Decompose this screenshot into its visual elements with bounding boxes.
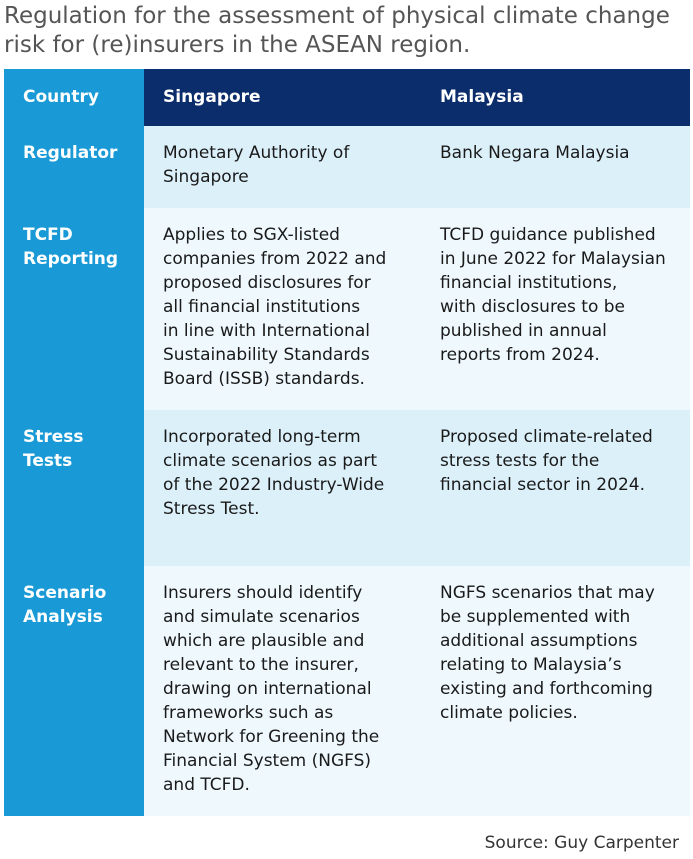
cell-singapore: Incorporated long-term climate scenarios as part of the 2022 Industry-Wide Stress Test. [144,410,420,566]
row-label: TCFD Reporting [4,208,144,410]
cell-malaysia: TCFD guidance published in June 2022 for Malaysian financial institutions, with disclosures to be published in annual reports from 2024. [420,208,690,410]
cell-singapore: Monetary Authority of Singapore [144,126,420,208]
page-title: Regulation for the assessment of physical climate change risk for (re)insurers in the ASEAN region. [4,3,670,58]
source-note: Source: Guy Carpenter [484,833,679,853]
table-row-tcfd-reporting [4,208,690,410]
header-country: Country [4,69,144,126]
table-row-stress-tests [4,410,690,566]
row-label: Stress Tests [4,410,144,566]
table-row-scenario-analysis [4,566,690,816]
cell-malaysia: NGFS scenarios that may be supplemented with additional assumptions relating to Malaysia’s existing and forthcoming climate policies. [420,566,690,816]
table-row-regulator [4,126,690,208]
header-singapore: Singapore [144,69,420,126]
regulation-table [4,69,690,816]
cell-malaysia: Bank Negara Malaysia [420,126,690,208]
row-label: Regulator [4,126,144,208]
cell-singapore: Insurers should identify and simulate scenarios which are plausible and relevant to the insurer, drawing on international frameworks such as Network for Greening the Financial System (NGFS) and TCFD. [144,566,420,816]
cell-malaysia: Proposed climate-related stress tests for the financial sector in 2024. [420,410,690,566]
header-malaysia: Malaysia [420,69,690,126]
row-label: Scenario Analysis [4,566,144,816]
table-header-row [4,69,690,126]
cell-singapore: Applies to SGX-listed companies from 2022 and proposed disclosures for all financial institutions in line with International Sustainability Standards Board (ISSB) standards. [144,208,420,410]
